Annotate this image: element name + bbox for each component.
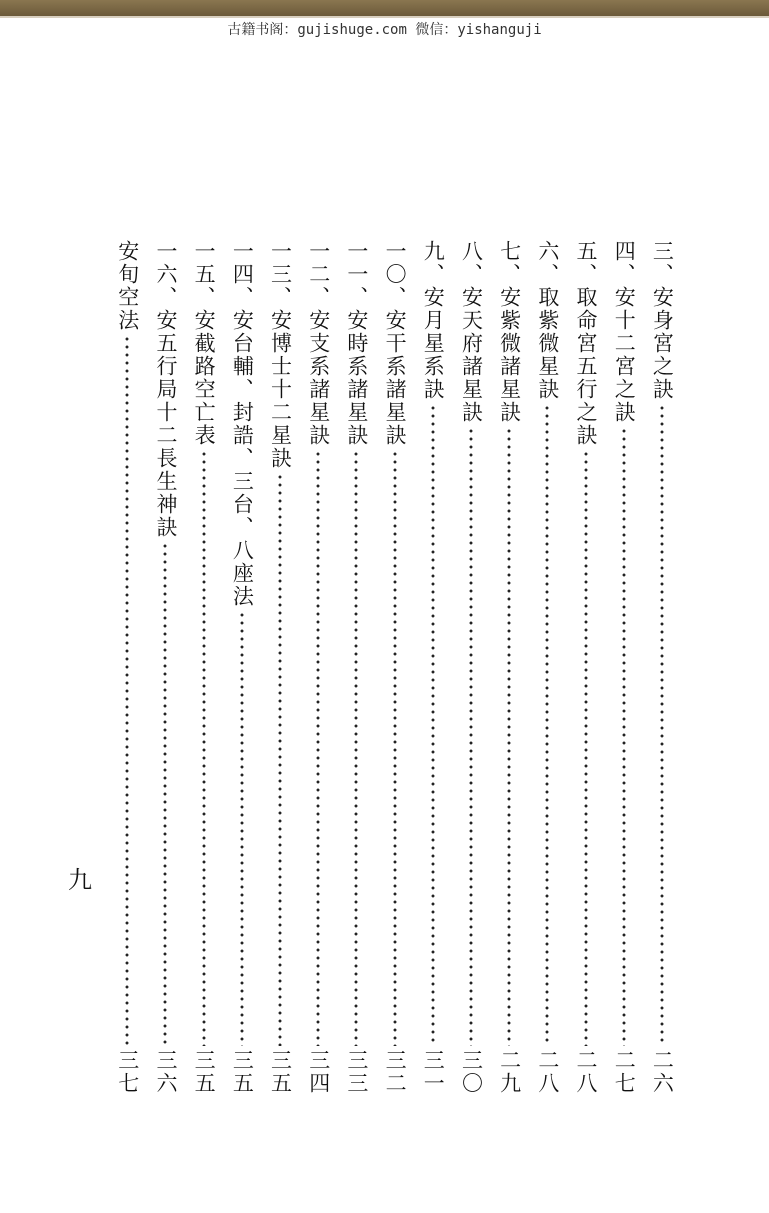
toc-entry-title: 一五、安截路空亡表 — [192, 240, 217, 447]
toc-entry-page: 二八 — [574, 1049, 599, 1095]
toc-entry — [185, 240, 223, 1095]
dot-leader — [545, 404, 549, 1046]
toc-entry-title: 一四、安台輔、封誥、三台、八座法 — [230, 240, 255, 608]
toc-entry-page: 三五 — [192, 1049, 217, 1095]
toc-entry — [528, 240, 566, 1095]
toc-entry-page: 三二 — [383, 1049, 408, 1095]
toc-entry-title: 一二、安支系諸星訣 — [306, 240, 331, 447]
toc-entry-page: 三六 — [153, 1049, 178, 1095]
toc-entry — [261, 240, 299, 1095]
dot-leader — [163, 542, 167, 1046]
dot-leader — [202, 450, 206, 1046]
toc-entry — [146, 240, 184, 1095]
toc-entry-page: 三七 — [115, 1049, 140, 1095]
toc-entry-title: 四、安十二宮之訣 — [612, 240, 637, 424]
toc-entry-title: 八、安天府諸星訣 — [459, 240, 484, 424]
toc-entry-title: 一〇、安干系諸星訣 — [383, 240, 408, 447]
dot-leader — [393, 450, 397, 1046]
dot-leader — [469, 427, 473, 1046]
toc-entry-page: 二六 — [650, 1049, 675, 1095]
toc-entry-page: 二九 — [497, 1049, 522, 1095]
toc-entry — [414, 240, 452, 1095]
toc-entry — [643, 240, 681, 1095]
toc-entry — [337, 240, 375, 1095]
toc-entry-page: 二八 — [535, 1049, 560, 1095]
toc-entry-page: 三五 — [230, 1049, 255, 1095]
dot-leader — [507, 427, 511, 1046]
dot-leader — [125, 335, 129, 1046]
dot-leader — [316, 450, 320, 1046]
toc-entry-title: 九、安月星系訣 — [421, 240, 446, 401]
toc-entry — [490, 240, 528, 1095]
dot-leader — [622, 427, 626, 1046]
toc-entry — [566, 240, 604, 1095]
toc-entry-page: 二七 — [612, 1049, 637, 1095]
toc-entry-title: 七、安紫微諸星訣 — [497, 240, 522, 424]
dot-leader — [278, 473, 282, 1046]
toc-entry-title: 一一、安時系諸星訣 — [344, 240, 369, 447]
toc-entry — [223, 240, 261, 1095]
toc-entry — [299, 240, 337, 1095]
dot-leader — [660, 404, 664, 1046]
toc-entry — [452, 240, 490, 1095]
toc-entry — [605, 240, 643, 1095]
toc-entry — [108, 240, 146, 1095]
toc-entry-title: 一三、安博士十二星訣 — [268, 240, 293, 470]
toc-entry-page: 三三 — [344, 1049, 369, 1095]
toc-entry-title: 三、安身宮之訣 — [650, 240, 675, 401]
table-of-contents — [108, 240, 681, 1095]
toc-entry-page: 三〇 — [459, 1049, 484, 1095]
page-folio-number: 九 — [68, 866, 92, 894]
dot-leader — [584, 450, 588, 1046]
top-decorative-bar — [0, 0, 769, 18]
toc-entry-title: 安旬空法 — [115, 240, 140, 332]
watermark-text: 古籍书阁：gujishuge.com 微信：yishanguji — [227, 22, 542, 38]
toc-entry — [376, 240, 414, 1095]
dot-leader — [431, 404, 435, 1046]
dot-leader — [240, 611, 244, 1046]
toc-entry-title: 一六、安五行局十二長生神訣 — [153, 240, 178, 539]
toc-entry-title: 六、取紫微星訣 — [535, 240, 560, 401]
toc-entry-page: 三四 — [306, 1049, 331, 1095]
dot-leader — [354, 450, 358, 1046]
toc-entry-page: 三五 — [268, 1049, 293, 1095]
toc-entry-page: 三一 — [421, 1049, 446, 1095]
toc-entry-title: 五、取命宮五行之訣 — [574, 240, 599, 447]
